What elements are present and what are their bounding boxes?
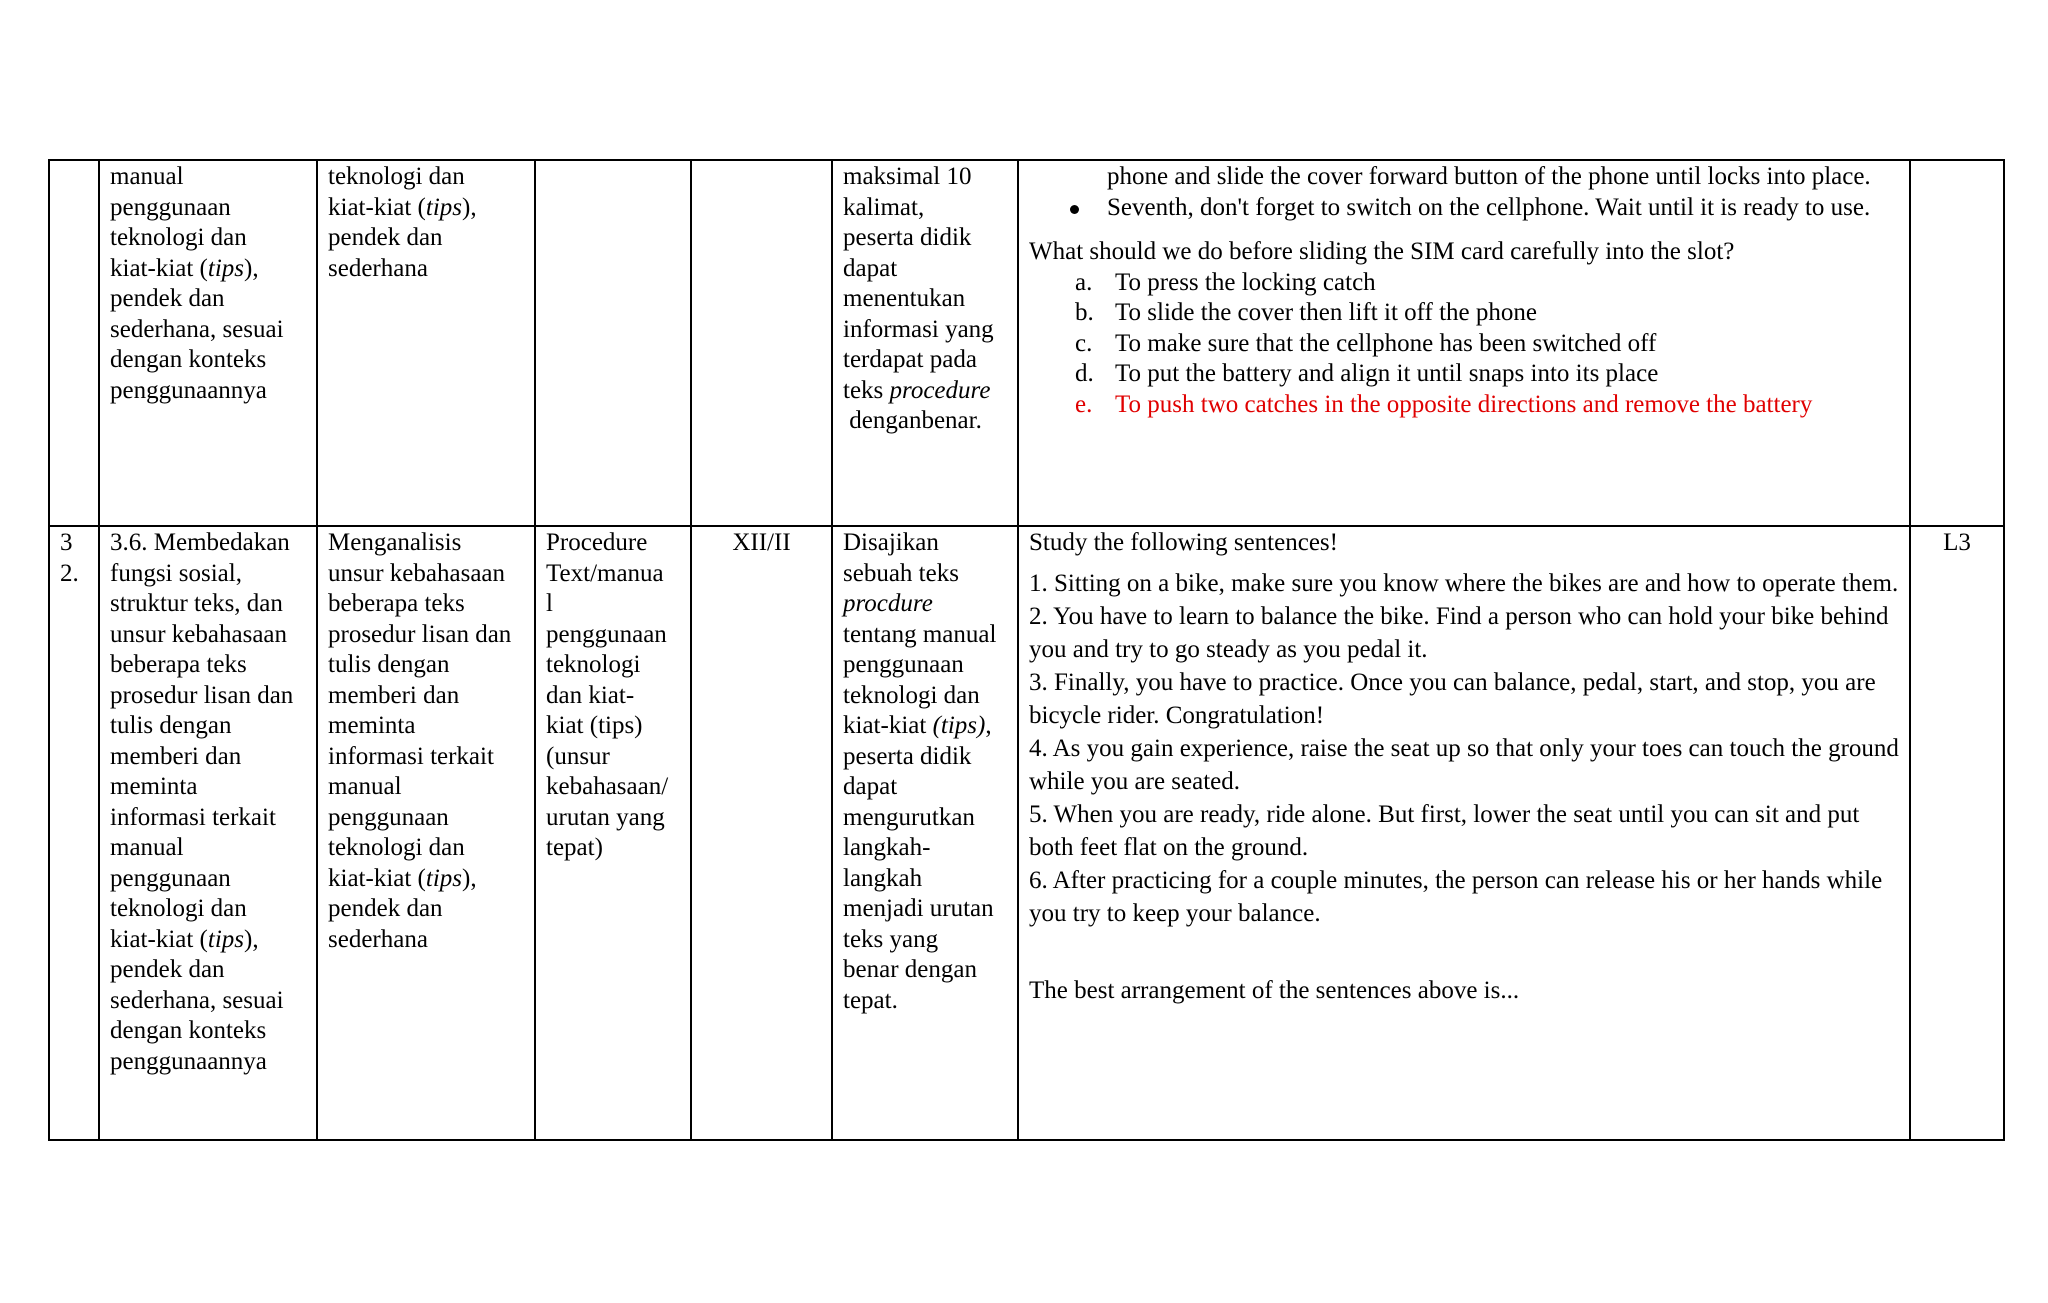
indicator-line-text: kiat-kiat ( bbox=[328, 864, 426, 892]
indicator-line-suffix: ), bbox=[462, 864, 477, 892]
option-item bbox=[1075, 268, 1899, 299]
competency-cell bbox=[99, 160, 317, 526]
indicator-line: teknologi dan bbox=[328, 834, 465, 861]
bullet-text: Seventh, don't forget to switch on the cellphone. Wait until it is ready to use. bbox=[1107, 193, 1871, 221]
stimulus-line: dapat bbox=[843, 254, 898, 282]
competency-cell bbox=[99, 526, 317, 1140]
italic-tips: (tips) bbox=[932, 712, 986, 739]
question-number-line: 3 bbox=[60, 529, 73, 556]
competency-line: teknologi dan bbox=[110, 224, 247, 251]
indicator-line: manual bbox=[328, 773, 402, 800]
stimulus-line: tepat. bbox=[843, 986, 898, 1014]
stimulus-cell bbox=[832, 526, 1018, 1140]
stimulus-line: Disajikan bbox=[843, 529, 939, 556]
indicator-line: informasi terkait bbox=[328, 742, 494, 770]
competency-line: penggunaannya bbox=[110, 376, 267, 404]
indicator-line: pendek dan bbox=[328, 224, 443, 251]
table-row bbox=[49, 526, 2004, 1140]
option-text: To put the battery and align it until snaps into its place bbox=[1115, 360, 1659, 387]
competency-line: sederhana, sesuai bbox=[110, 986, 284, 1014]
competency-line: struktur teks, dan bbox=[110, 590, 283, 617]
level-cell bbox=[1910, 526, 2004, 1140]
material-line: l bbox=[546, 590, 553, 617]
competency-line-suffix: ), bbox=[244, 254, 259, 282]
italic-procdure: procdure bbox=[843, 590, 933, 617]
option-letter: b. bbox=[1075, 299, 1094, 326]
number-cell bbox=[49, 160, 99, 526]
competency-line: memberi dan bbox=[110, 742, 242, 770]
list-item bbox=[1107, 193, 1899, 224]
indicator-line: pendek dan bbox=[328, 895, 443, 922]
indicator-line-suffix: ), bbox=[462, 193, 477, 221]
stimulus-cell bbox=[832, 160, 1018, 526]
option-letter: e. bbox=[1075, 390, 1093, 418]
stimulus-line: peserta didik bbox=[843, 224, 972, 251]
material-line: teknologi bbox=[546, 651, 641, 678]
stimulus-line bbox=[843, 376, 1007, 407]
stimulus-line: dapat bbox=[843, 773, 898, 800]
stimulus-line bbox=[843, 711, 1007, 742]
material-line: Text/manua bbox=[546, 559, 664, 587]
competency-line: pendek dan bbox=[110, 956, 225, 983]
sentence-item: 6. After practicing for a couple minutes, the person can release his or her hands while you try to keep your balance. bbox=[1029, 866, 1883, 927]
indicator-line: teknologi dan bbox=[328, 163, 465, 190]
stimulus-line: peserta didik bbox=[843, 742, 972, 770]
sentence-item: 1. Sitting on a bike, make sure you know where the bikes are and how to operate them. bbox=[1029, 569, 1899, 597]
indicator-line: tulis dengan bbox=[328, 651, 450, 678]
indicator-line: meminta bbox=[328, 712, 416, 739]
italic-tips: tips bbox=[207, 925, 245, 953]
competency-line-text: kiat-kiat ( bbox=[110, 254, 208, 282]
stimulus-line: informasi yang bbox=[843, 315, 994, 343]
competency-line: penggunaannya bbox=[110, 1047, 267, 1075]
instruction-text: Study the following sentences! bbox=[1029, 529, 1338, 556]
material-line: Procedure bbox=[546, 529, 648, 556]
competency-line: informasi terkait bbox=[110, 803, 276, 831]
italic-tips: tips bbox=[425, 193, 463, 221]
material-cell bbox=[535, 526, 691, 1140]
indicator-line: unsur kebahasaan bbox=[328, 559, 506, 587]
option-item bbox=[1075, 329, 1899, 360]
competency-line: dengan konteks bbox=[110, 346, 267, 373]
class-cell bbox=[691, 526, 832, 1140]
stimulus-line: menjadi urutan bbox=[843, 895, 994, 922]
competency-line: 3.6. Membedakan bbox=[110, 529, 290, 556]
competency-line: teknologi dan bbox=[110, 895, 247, 922]
competency-line-suffix: ), bbox=[244, 925, 259, 953]
cognitive-level: L3 bbox=[1943, 529, 1971, 556]
question-number-line: 2. bbox=[60, 559, 79, 587]
material-line: kiat (tips) bbox=[546, 712, 643, 739]
bullet-icon bbox=[1070, 205, 1079, 214]
stimulus-line: mengurutkan bbox=[843, 803, 975, 831]
number-cell bbox=[49, 526, 99, 1140]
stimulus-line: kalimat, bbox=[843, 193, 925, 221]
continued-text: phone and slide the cover forward button of the phone until locks into place. bbox=[1107, 163, 1871, 190]
stimulus-line: tentang manual bbox=[843, 620, 997, 648]
sentence-item: 5. When you are ready, ride alone. But first, lower the seat until you can sit and put both feet flat on the ground. bbox=[1029, 800, 1860, 861]
stimulus-line: penggunaan bbox=[843, 651, 964, 678]
question-text: What should we do before sliding the SIM card carefully into the slot? bbox=[1029, 238, 1735, 265]
material-line: penggunaan bbox=[546, 620, 667, 648]
indicator-line: prosedur lisan dan bbox=[328, 620, 512, 648]
stimulus-line: denganbenar. bbox=[843, 407, 982, 434]
stimulus-line-text: kiat-kiat bbox=[843, 712, 933, 739]
competency-line: meminta bbox=[110, 773, 198, 800]
competency-line-text: kiat-kiat ( bbox=[110, 925, 208, 953]
option-text: To make sure that the cellphone has been switched off bbox=[1115, 329, 1657, 357]
competency-line: manual bbox=[110, 163, 184, 190]
sentence-item: 3. Finally, you have to practice. Once you can balance, pedal, start, and stop, you are bicycle rider. Congratulation! bbox=[1029, 668, 1876, 729]
indicator-line bbox=[328, 864, 524, 895]
italic-procedure: procedure bbox=[889, 376, 991, 404]
indicator-cell bbox=[317, 160, 535, 526]
indicator-line: sederhana bbox=[328, 254, 428, 282]
material-line: kebahasaan/ bbox=[546, 773, 669, 800]
competency-line: penggunaan bbox=[110, 193, 231, 221]
material-line: urutan yang bbox=[546, 803, 665, 831]
indicator-line: memberi dan bbox=[328, 681, 460, 709]
material-line: (unsur bbox=[546, 742, 610, 770]
indicator-cell bbox=[317, 526, 535, 1140]
indicator-line: beberapa teks bbox=[328, 590, 465, 617]
option-text: To slide the cover then lift it off the phone bbox=[1115, 299, 1537, 326]
italic-tips: tips bbox=[207, 254, 245, 282]
indicator-line bbox=[328, 193, 524, 224]
competency-line: penggunaan bbox=[110, 864, 231, 892]
competency-line bbox=[110, 925, 306, 956]
option-item bbox=[1075, 298, 1899, 329]
indicator-line: penggunaan bbox=[328, 803, 449, 831]
option-letter: a. bbox=[1075, 268, 1093, 296]
class-semester: XII/II bbox=[732, 529, 791, 556]
sentence-item: 4. As you gain experience, raise the seat up so that only your toes can touch the ground while you are seated. bbox=[1029, 734, 1899, 795]
competency-line: sederhana, sesuai bbox=[110, 315, 284, 343]
competency-line: manual bbox=[110, 834, 184, 861]
indicator-line: sederhana bbox=[328, 925, 428, 953]
material-line: tepat) bbox=[546, 834, 603, 861]
level-cell bbox=[1910, 160, 2004, 526]
stimulus-line: teks yang bbox=[843, 925, 939, 953]
material-cell bbox=[535, 160, 691, 526]
class-cell bbox=[691, 160, 832, 526]
stimulus-line: menentukan bbox=[843, 285, 966, 312]
competency-line bbox=[110, 254, 306, 285]
option-text: To push two catches in the opposite directions and remove the battery bbox=[1115, 390, 1813, 418]
sentence-item: 2. You have to learn to balance the bike. Find a person who can hold your bike behind you and try to go steady as you pedal it. bbox=[1029, 602, 1889, 663]
table-row bbox=[49, 160, 2004, 526]
option-item bbox=[1075, 359, 1899, 390]
material-line: dan kiat- bbox=[546, 681, 635, 709]
options-list bbox=[1029, 268, 1899, 421]
stimulus-line: maksimal 10 bbox=[843, 163, 972, 190]
stimulus-line: langkah- bbox=[843, 834, 931, 861]
competency-line: tulis dengan bbox=[110, 712, 232, 739]
competency-line: dengan konteks bbox=[110, 1017, 267, 1044]
stimulus-line-suffix: , bbox=[985, 712, 992, 739]
indicator-line-text: kiat-kiat ( bbox=[328, 193, 426, 221]
stimulus-line: sebuah teks bbox=[843, 559, 959, 587]
question-prompt: The best arrangement of the sentences above is... bbox=[1029, 976, 1520, 1004]
stimulus-line-text: teks bbox=[843, 376, 890, 404]
competency-line: pendek dan bbox=[110, 285, 225, 312]
stimulus-line: benar dengan bbox=[843, 956, 977, 983]
bullet-list bbox=[1029, 193, 1899, 224]
option-letter: d. bbox=[1075, 360, 1094, 387]
indicator-line: Menganalisis bbox=[328, 529, 462, 556]
competency-line: beberapa teks bbox=[110, 651, 247, 678]
question-cell bbox=[1018, 526, 1910, 1140]
competency-line: fungsi sosial, bbox=[110, 559, 242, 587]
option-item-answer bbox=[1075, 390, 1899, 421]
stimulus-line: langkah bbox=[843, 864, 923, 892]
option-letter: c. bbox=[1075, 329, 1093, 357]
option-text: To press the locking catch bbox=[1115, 268, 1376, 296]
question-grid-table bbox=[48, 159, 2005, 1141]
italic-tips: tips bbox=[425, 864, 463, 892]
competency-line: unsur kebahasaan bbox=[110, 620, 288, 648]
competency-line: prosedur lisan dan bbox=[110, 681, 294, 709]
question-cell bbox=[1018, 160, 1910, 526]
stimulus-line: terdapat pada bbox=[843, 346, 977, 373]
stimulus-line: teknologi dan bbox=[843, 681, 980, 709]
